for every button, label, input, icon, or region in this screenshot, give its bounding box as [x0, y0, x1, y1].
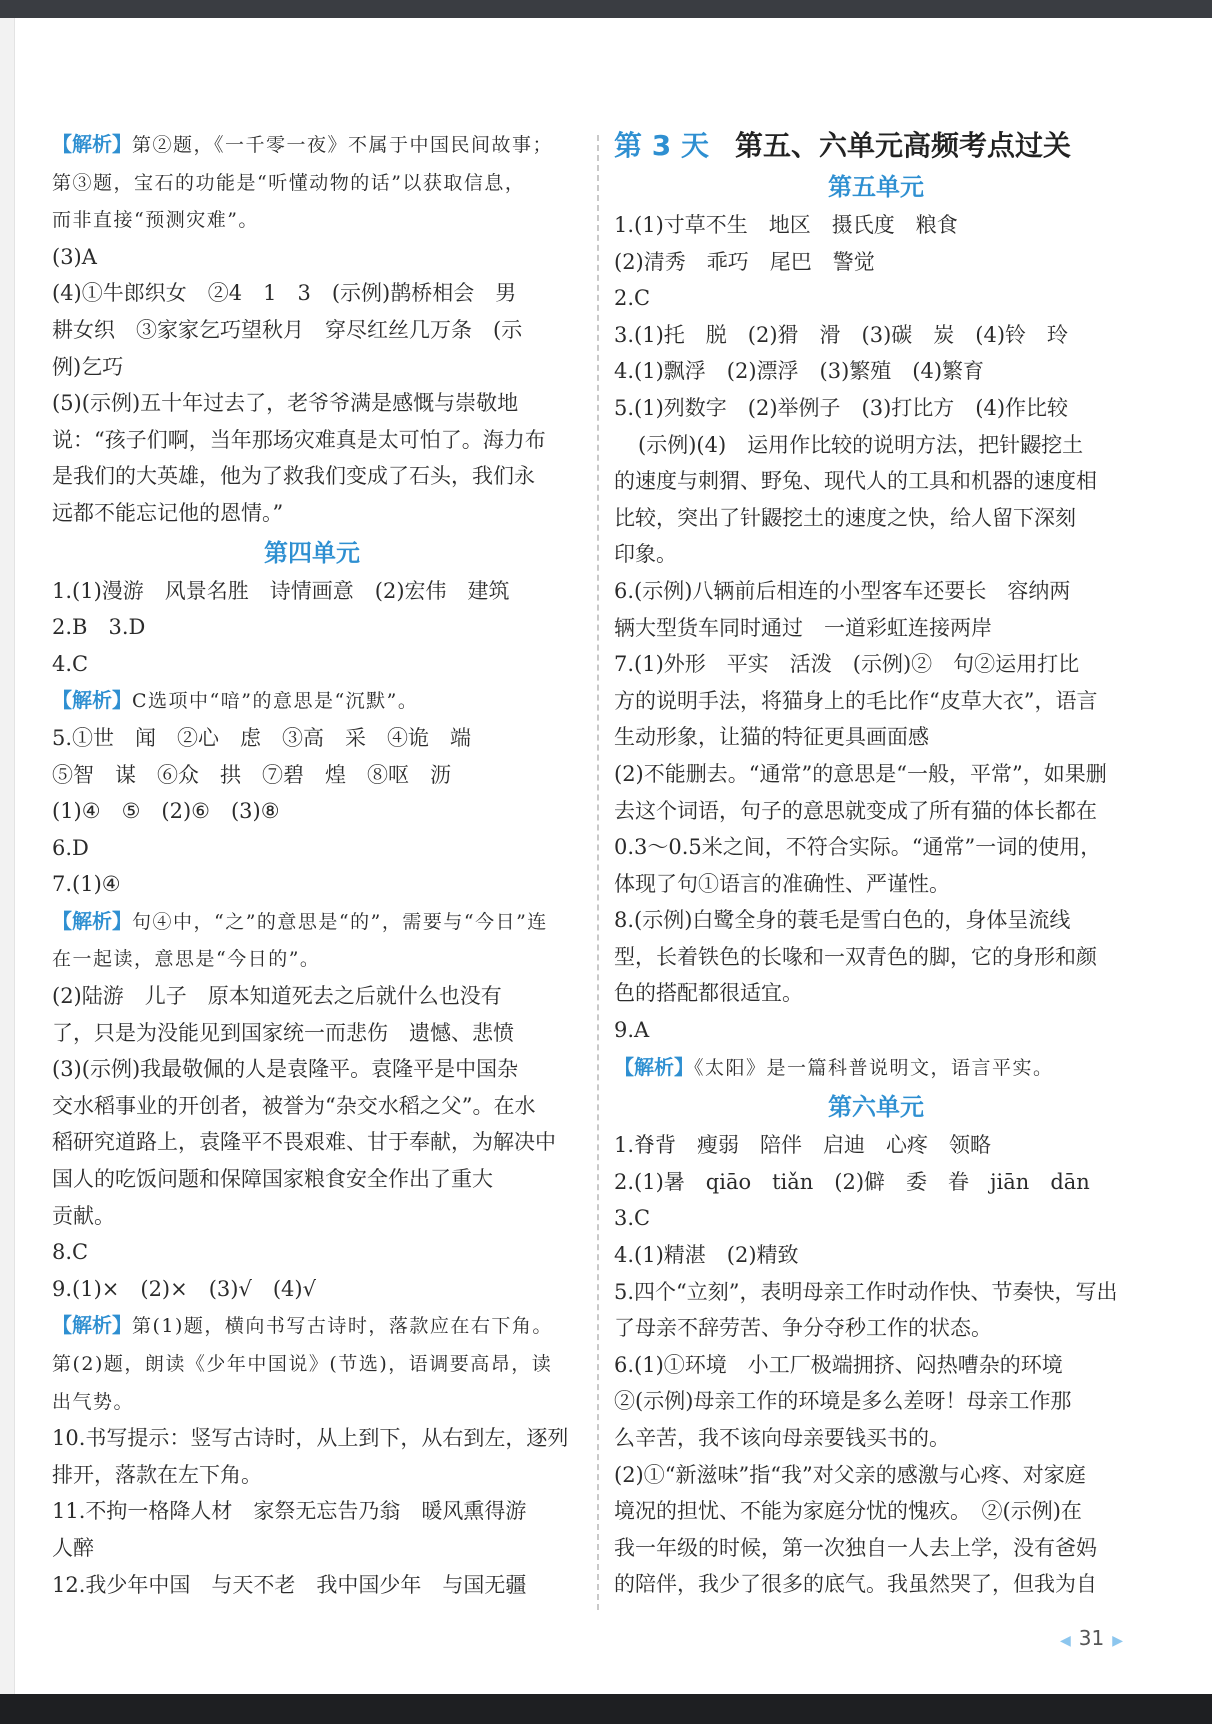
answer-line [614, 463, 1138, 500]
line-text: 是我们的大英雄，他为了救我们变成了石头，我们永 [52, 464, 535, 489]
line-text: 稻研究道路上，袁隆平不畏艰难、甘于奉献，为解决中 [52, 1130, 556, 1155]
line-text: 远都不能忘记他的恩情。” [52, 500, 284, 525]
line-text: ⑤智 谋 ⑥众 拱 ⑦碧 煌 ⑧呕 沥 [52, 762, 451, 787]
line-text: 1.(1)漫游 风景名胜 诗情画意 (2)宏伟 建筑 [52, 578, 510, 603]
line-text: ②(示例)母亲工作的环境是多么差呀！母亲工作那 [614, 1389, 1072, 1414]
line-text: 12.我少年中国 与天不老 我中国少年 与国无疆 [52, 1572, 527, 1597]
line-text: 么辛苦，我不该向母亲要钱买书的。 [614, 1426, 950, 1450]
line-text: 5.(1)列数字 (2)举例子 (3)打比方 (4)作比较 [614, 395, 1069, 420]
page-footer [1052, 1626, 1131, 1650]
analysis-line [52, 940, 572, 978]
answer-line [52, 495, 572, 532]
line-text: 《太阳》是一篇科普说明文，语言平实。 [694, 1056, 1054, 1079]
line-text: 句④中，“之”的意思是“的”，需要与“今日”连 [132, 910, 548, 933]
answer-line [614, 829, 1138, 866]
column-divider [597, 135, 599, 1610]
answer-line [52, 573, 572, 610]
day-heading [614, 126, 1138, 166]
line-text: 而非直接“预测灾难”。 [52, 209, 259, 232]
answer-line [614, 536, 1138, 573]
analysis-line [52, 126, 572, 164]
analysis-line [52, 164, 572, 202]
answer-line [614, 390, 1138, 427]
line-text: 第②题，《一千零一夜》不属于中国民间故事； [132, 134, 554, 156]
line-text: 的速度与刺猬、野兔、现代人的工具和机器的速度相 [614, 469, 1097, 494]
line-text: 我一年级的时候，第一次独自一人去上学，没有爸妈 [614, 1535, 1097, 1560]
line-text: 例)乞巧 [52, 354, 124, 379]
line-text: 境况的担忧、不能为家庭分忧的愧疚。 ②(示例)在 [614, 1499, 1082, 1524]
line-text: 11.不拘一格降人材 家祭无忘告乃翁 暖风熏得游 [52, 1499, 527, 1524]
answer-line [52, 757, 572, 794]
line-text: 9.(1)× (2)× (3)√ (4)√ [52, 1276, 316, 1301]
answer-line [614, 1127, 1138, 1164]
answer-line [52, 1493, 572, 1530]
analysis-line [52, 1345, 572, 1383]
line-text: 1.脊背 瘦弱 陪伴 启迪 心疼 领略 [614, 1133, 992, 1158]
line-text: 第(2)题，朗读《少年中国说》(节选)，语调要高昂，读 [52, 1353, 553, 1375]
answer-line [52, 458, 572, 495]
analysis-tag: 【解析】 [52, 132, 132, 156]
answer-line [614, 1310, 1138, 1347]
answer-line [614, 646, 1138, 683]
answer-line [614, 1237, 1138, 1274]
answer-line [52, 1457, 572, 1494]
answer-line [614, 1383, 1138, 1420]
analysis-tag: 【解析】 [614, 1054, 694, 1079]
line-text: 的陪伴，我少了很多的底气。我虽然哭了，但我为自 [614, 1572, 1097, 1597]
line-text: 去这个词语，句子的意思就变成了所有猫的体长都在 [614, 798, 1097, 823]
answer-line [52, 609, 572, 646]
line-text: 4.(1)精湛 (2)精致 [614, 1243, 799, 1268]
line-text: (3)(示例)我最敬佩的人是袁隆平。袁隆平是中国杂 [52, 1057, 519, 1082]
answer-line [52, 1234, 572, 1271]
line-text: 印象。 [614, 542, 677, 567]
line-text: 方的说明手法，将猫身上的毛比作“皮草大衣”，语言 [614, 688, 1098, 713]
answer-line [614, 573, 1138, 610]
next-arrow-icon: ▶ [1112, 1633, 1124, 1649]
answer-line [614, 1200, 1138, 1237]
answer-line [614, 207, 1138, 244]
analysis-line [52, 1383, 572, 1421]
answer-line [52, 646, 572, 683]
line-text: 在一起读，意思是“今日的”。 [52, 948, 321, 971]
answer-line [614, 1164, 1138, 1201]
answer-line [614, 244, 1138, 281]
line-text: 辆大型货车同时通过 一道彩虹连接两岸 [614, 615, 992, 640]
line-text: 耕女织 ③家家乞巧望秋月 穿尽红丝几万条 (示 [52, 317, 523, 342]
line-text: (示例)(4) 运用作比较的说明方法，把针鼹挖土 [638, 432, 1084, 457]
line-text: 8.C [52, 1240, 89, 1265]
line-text: 2.B 3.D [52, 615, 146, 640]
analysis-line [52, 682, 572, 720]
answer-line [614, 719, 1138, 756]
answer-line [52, 275, 572, 312]
line-text: (5)(示例)五十年过去了，老爷爷满是感慨与崇敬地 [52, 391, 519, 416]
line-text: 6.D [52, 835, 89, 860]
line-text: 4.C [52, 651, 89, 676]
answer-line [52, 385, 572, 422]
line-text: 5.①世 闻 ②心 虑 ③高 采 ④诡 端 [52, 725, 472, 750]
analysis-line [52, 903, 572, 941]
answer-line [614, 1012, 1138, 1049]
left-column [52, 126, 572, 1603]
line-text: 生动形象，让猫的特征更具画面感 [614, 725, 929, 750]
answer-line [52, 866, 572, 903]
analysis-tag: 【解析】 [52, 908, 132, 933]
line-text: 7.(1)④ [52, 872, 121, 897]
line-text: 体现了句①语言的准确性、严谨性。 [614, 871, 950, 896]
line-text: 了母亲不辞劳苦、争分夺秒工作的状态。 [614, 1316, 992, 1341]
line-text: 比较，突出了针鼹挖土的速度之快，给人留下深刻 [614, 505, 1076, 530]
answer-line [52, 720, 572, 757]
answer-line [52, 1088, 572, 1125]
answer-line [614, 610, 1138, 647]
scan-top-edge [0, 0, 1212, 18]
answer-line [52, 830, 572, 867]
line-text: 第③题，宝石的功能是“听懂动物的话”以获取信息， [52, 171, 526, 194]
answer-line [614, 1566, 1138, 1603]
answer-line [614, 280, 1138, 317]
line-text: (4)①牛郎织女 ②4 1 3 (示例)鹊桥相会 男 [52, 281, 517, 306]
answer-line [614, 793, 1138, 830]
answer-line [614, 1347, 1138, 1384]
answer-line [52, 1051, 572, 1088]
answer-line [614, 353, 1138, 390]
line-text: 国人的吃饭问题和保障国家粮食安全作出了重大 [52, 1167, 493, 1192]
answer-line [614, 1493, 1138, 1530]
line-text: 4.(1)飘浮 (2)漂浮 (3)繁殖 (4)繁育 [614, 359, 985, 384]
answer-line [614, 317, 1138, 354]
line-text: (2)不能删去。“通常”的意思是“一般，平常”，如果删 [614, 761, 1107, 786]
answer-line [52, 1567, 572, 1604]
prev-arrow-icon: ◀ [1060, 1633, 1071, 1649]
scan-bottom-edge [0, 1694, 1212, 1724]
line-text: 说：“孩子们啊，当年那场灾难真是太可怕了。海力布 [52, 427, 546, 452]
answer-line [614, 683, 1138, 720]
line-text: C选项中“喑”的意思是“沉默”。 [132, 690, 419, 713]
line-text: 2.(1)暑 qiāo tiǎn (2)僻 委 眷 jiān dān [614, 1169, 1090, 1194]
answer-line [52, 1124, 572, 1161]
answer-line [614, 1457, 1138, 1494]
unit-heading: 第四单元 [264, 538, 360, 567]
day-title: 第五、六单元高频考点过关 [734, 129, 1071, 162]
answer-line [52, 1530, 572, 1567]
line-text: (3)A [52, 244, 97, 269]
answer-line [52, 1198, 572, 1235]
line-text: 6.(示例)八辆前后相连的小型客车还要长 容纳两 [614, 578, 1071, 603]
line-text: 7.(1)外形 平实 活泼 (示例)② 句②运用打比 [614, 652, 1080, 677]
right-column-body [614, 168, 1138, 1603]
answer-line [52, 1420, 572, 1457]
line-text: 8.(示例)白鹭全身的蓑毛是雪白色的，身体呈流线 [614, 908, 1071, 933]
line-text: 0.3～0.5米之间，不符合实际。“通常”一词的使用， [614, 835, 1102, 860]
day-label: 第 3 天 [614, 129, 709, 162]
line-text: 3.C [614, 1206, 651, 1231]
line-text: 1.(1)寸草不生 地区 摄氏度 粮食 [614, 213, 958, 237]
answer-line [614, 756, 1138, 793]
line-text: 6.(1)①环境 小工厂极端拥挤、闷热嘈杂的环境 [614, 1352, 1063, 1377]
answer-line [614, 1274, 1138, 1311]
line-text: 贡献。 [52, 1203, 115, 1228]
answer-line [614, 500, 1138, 537]
analysis-line [52, 201, 572, 239]
answer-line [614, 939, 1138, 976]
line-text: 10.书写提示：竖写古诗时，从上到下，从右到左，逐列 [52, 1426, 569, 1451]
answer-line [614, 975, 1138, 1012]
line-text: 人醉 [52, 1535, 94, 1560]
page-number: 31 [1078, 1626, 1105, 1650]
answer-line [52, 793, 572, 830]
line-text: 9.A [614, 1018, 650, 1043]
line-text: (1)④ ⑤ (2)⑥ (3)⑧ [52, 799, 280, 824]
line-text: 排开，落款在左下角。 [52, 1462, 262, 1487]
line-text: (2)①“新滋味”指“我”对父亲的感激与心疼、对家庭 [614, 1462, 1086, 1487]
answer-line [52, 312, 572, 349]
answer-line [52, 1161, 572, 1198]
line-text: 第(1)题，横向书写古诗时，落款应在右下角。 [132, 1315, 553, 1338]
analysis-line [52, 1307, 572, 1345]
answer-line [52, 1271, 572, 1308]
line-text: 色的搭配都很适宜。 [614, 981, 803, 1006]
right-column [614, 126, 1138, 1603]
analysis-tag: 【解析】 [52, 688, 132, 713]
line-text: 5.四个“立刻”，表明母亲工作时动作快、节奏快，写出 [614, 1279, 1118, 1304]
answer-line [52, 1015, 572, 1052]
line-text: 3.(1)托 脱 (2)猾 滑 (3)碳 炭 (4)铃 玲 [614, 322, 1069, 347]
line-text: 了，只是为没能见到国家统一而悲伤 遗憾、悲愤 [52, 1020, 514, 1045]
answer-line [614, 1530, 1138, 1567]
answer-line [614, 866, 1138, 903]
answer-line [614, 1420, 1138, 1457]
line-text: 交水稻事业的开创者，被誉为“杂交水稻之父”。在水 [52, 1093, 536, 1118]
line-text: 2.C [614, 286, 651, 311]
answer-line [614, 902, 1138, 939]
analysis-line [614, 1049, 1138, 1087]
analysis-tag: 【解析】 [52, 1313, 132, 1338]
unit-heading: 第五单元 [828, 173, 924, 201]
line-text: (2)陆游 儿子 原本知道死去之后就什么也没有 [52, 984, 502, 1009]
answer-line [52, 349, 572, 386]
answer-line [52, 978, 572, 1015]
answer-line [52, 239, 572, 276]
line-text: 型，长着铁色的长喙和一双青色的脚，它的身形和颜 [614, 944, 1097, 969]
scan-left-margin [0, 18, 15, 1694]
unit-heading: 第六单元 [828, 1093, 924, 1122]
line-text: 出气势。 [52, 1390, 135, 1413]
answer-line [52, 422, 572, 459]
line-text: (2)清秀 乖巧 尾巴 警觉 [614, 249, 875, 274]
answer-line [614, 427, 1138, 464]
